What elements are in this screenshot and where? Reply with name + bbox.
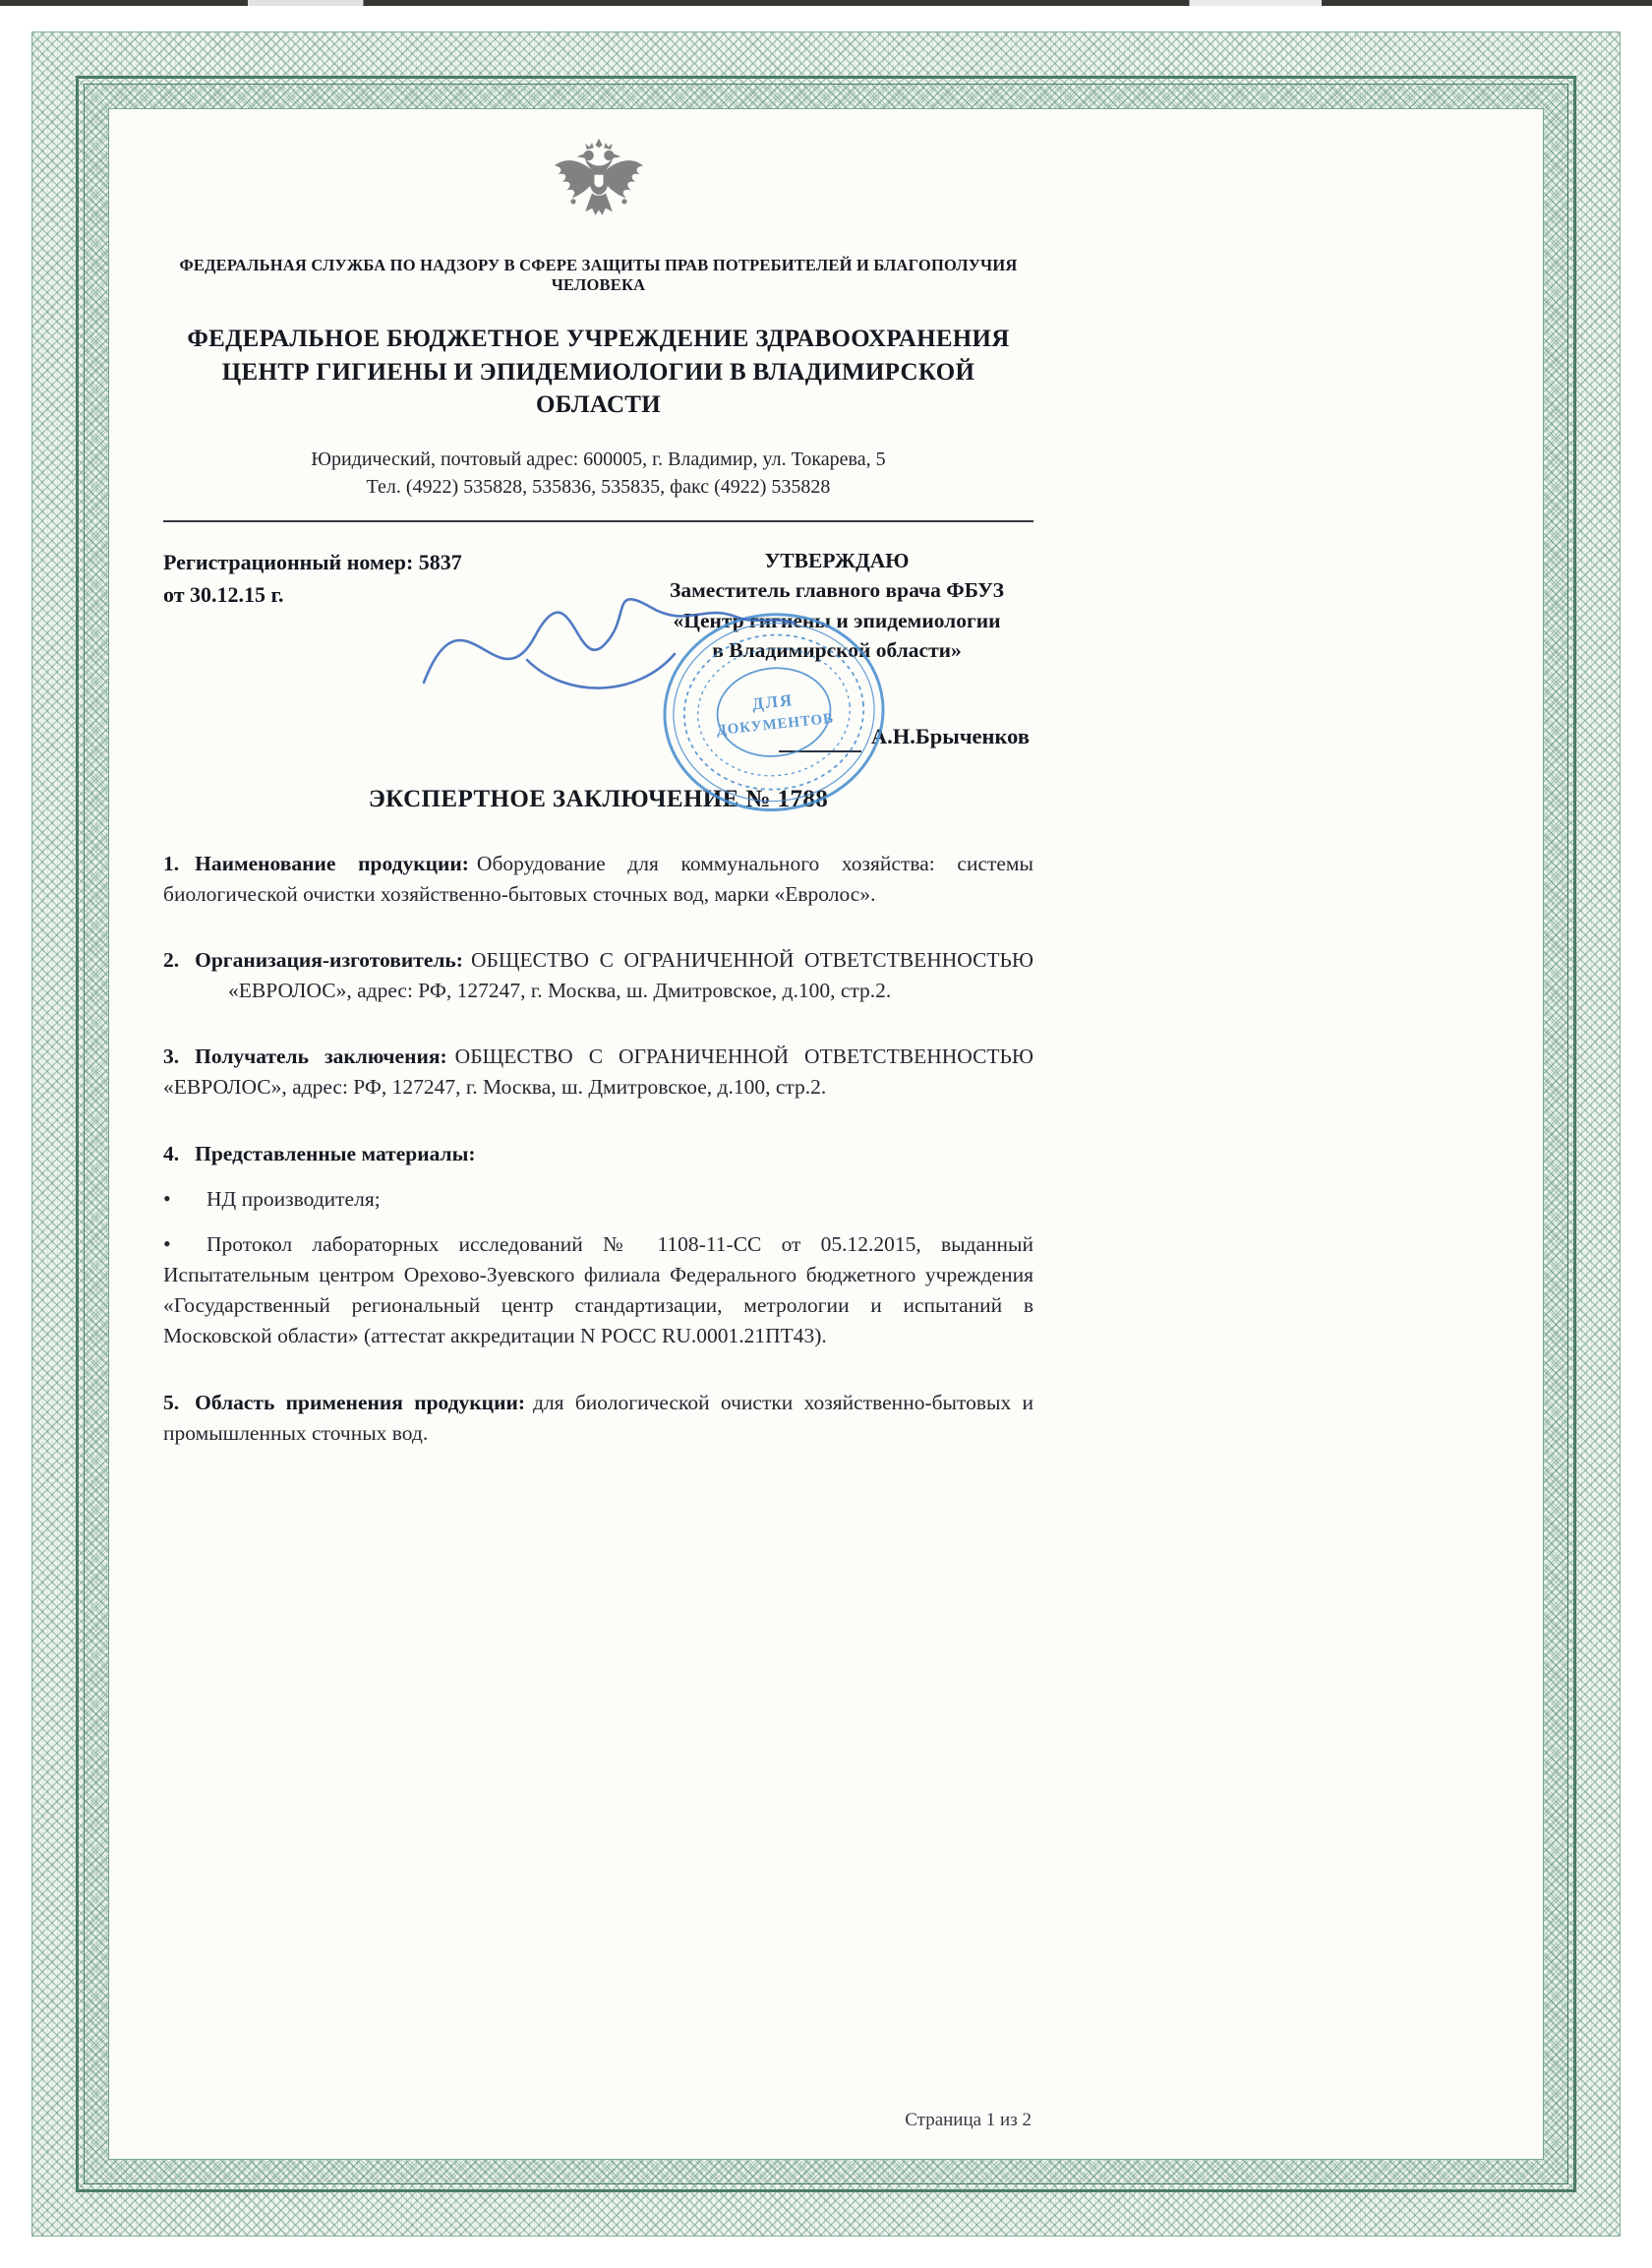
materials-bullet-2-text: Протокол лабораторных исследований № 1108-11-СС от 05.12.2015, выданный Испытательным центром Орехово-Зуевского филиала Федерального бюджетного учреждения «Государственный региональный центр стандартизации, метрологии и испытаний в Московской области» (аттестат аккредитации N РОСС RU.0001.21ПТ43). [163, 1231, 1033, 1348]
document-body [163, 129, 1033, 1449]
section-5-text: для биологической очистки хозяйственно-бытовых и промышленных сточных вод. [163, 1390, 1033, 1445]
approval-line1: Заместитель главного врача ФБУЗ [669, 578, 1004, 603]
double-headed-eagle-emblem [548, 137, 650, 232]
page-number: Страница 1 из 2 [905, 2110, 1032, 2130]
phone-line: Тел. (4922) 535828, 535836, 535835, факс (4922) 535828 [366, 475, 831, 498]
approval-line2: «Центр гигиены и эпидемиологии [673, 608, 1001, 632]
registration-approval-zone [163, 546, 1033, 752]
section-2-label: Организация-изготовитель: [195, 947, 463, 972]
section-5-label: Область применения продукции: [195, 1390, 526, 1414]
signer-name: А.Н.Брыченков [870, 723, 1030, 748]
section-4-label: Представленные материалы: [195, 1141, 476, 1165]
page-footer [163, 2110, 1033, 2131]
registration-block [163, 546, 462, 752]
section-5-number: 5. [163, 1390, 180, 1414]
signature-line [779, 735, 861, 752]
document-sheet [108, 108, 1544, 2160]
materials-bullet-2 [163, 1228, 1033, 1352]
approval-block [640, 546, 1033, 752]
border-rule-outer [76, 76, 1576, 2192]
section-1-product-name [163, 849, 1033, 910]
bullet-marker: • [163, 1230, 171, 1256]
organization-name-line2: ЦЕНТР ГИГИЕНЫ И ЭПИДЕМИОЛОГИИ В ВЛАДИМИРСКОЙ ОБЛАСТИ [221, 358, 975, 419]
section-3-text: ОБЩЕСТВО С ОГРАНИЧЕННОЙ ОТВЕТСТВЕННОСТЬЮ «ЕВРОЛОС», адрес: РФ, 127247, г. Москва, ш. Дмитровское, д.100, стр.2. [163, 1044, 1033, 1100]
registration-number: Регистрационный номер: 5837 [163, 549, 462, 574]
section-2-number: 2. [163, 947, 180, 972]
address-line: Юридический, почтовый адрес: 600005, г. Владимир, ул. Токарева, 5 [311, 448, 886, 470]
section-3-label: Получатель заключения: [195, 1044, 447, 1069]
header-divider [163, 520, 1033, 522]
section-4-number: 4. [163, 1141, 180, 1165]
agency-header: ФЕДЕРАЛЬНАЯ СЛУЖБА ПО НАДЗОРУ В СФЕРЕ ЗАЩИТЫ ПРАВ ПОТРЕБИТЕЛЕЙ И БЛАГОПОЛУЧИЯ ЧЕЛОВЕКА [179, 256, 1018, 295]
registration-date: от 30.12.15 г. [163, 581, 284, 607]
organization-name [163, 323, 1033, 422]
section-1-label: Наименование продукции: [195, 851, 469, 875]
section-1-text: Оборудование для коммунального хозяйства: системы биологической очистки хозяйственно-бытовых сточных вод, марки «Евролос». [163, 851, 1033, 906]
stamp-text-line1: ДЛЯ [750, 689, 795, 713]
document-title: ЭКСПЕРТНОЕ ЗАКЛЮЧЕНИЕ № 1788 [368, 785, 829, 812]
materials-bullet-1-text: НД производителя; [206, 1186, 381, 1211]
section-5-application-area [163, 1388, 1033, 1449]
section-2-manufacturer [163, 945, 1033, 1006]
section-3-number: 3. [163, 1044, 180, 1069]
section-2-text: ОБЩЕСТВО С ОГРАНИЧЕННОЙ ОТВЕТСТВЕННОСТЬЮ «ЕВРОЛОС», адрес: РФ, 127247, г. Москва, ш. Дмитровское, д.100, стр.2. [228, 947, 1033, 1003]
border-rule-inner [84, 84, 1568, 2184]
approval-heading: УТВЕРЖДАЮ [764, 548, 910, 572]
section-1-number: 1. [163, 851, 180, 875]
materials-bullet-1 [163, 1183, 1033, 1215]
organization-name-line1: ФЕДЕРАЛЬНОЕ БЮДЖЕТНОЕ УЧРЕЖДЕНИЕ ЗДРАВООХРАНЕНИЯ [187, 326, 1010, 353]
section-3-recipient [163, 1042, 1033, 1103]
signer-row [640, 721, 1033, 752]
section-4-materials [163, 1139, 1033, 1169]
stamp-text-line2: ДОКУМЕНТОВ [715, 710, 835, 739]
scan-edge-artifact [0, 0, 1652, 6]
bullet-marker: • [163, 1185, 171, 1211]
guilloche-border [31, 31, 1621, 2237]
approval-line3: в Владимирской области» [712, 638, 962, 663]
